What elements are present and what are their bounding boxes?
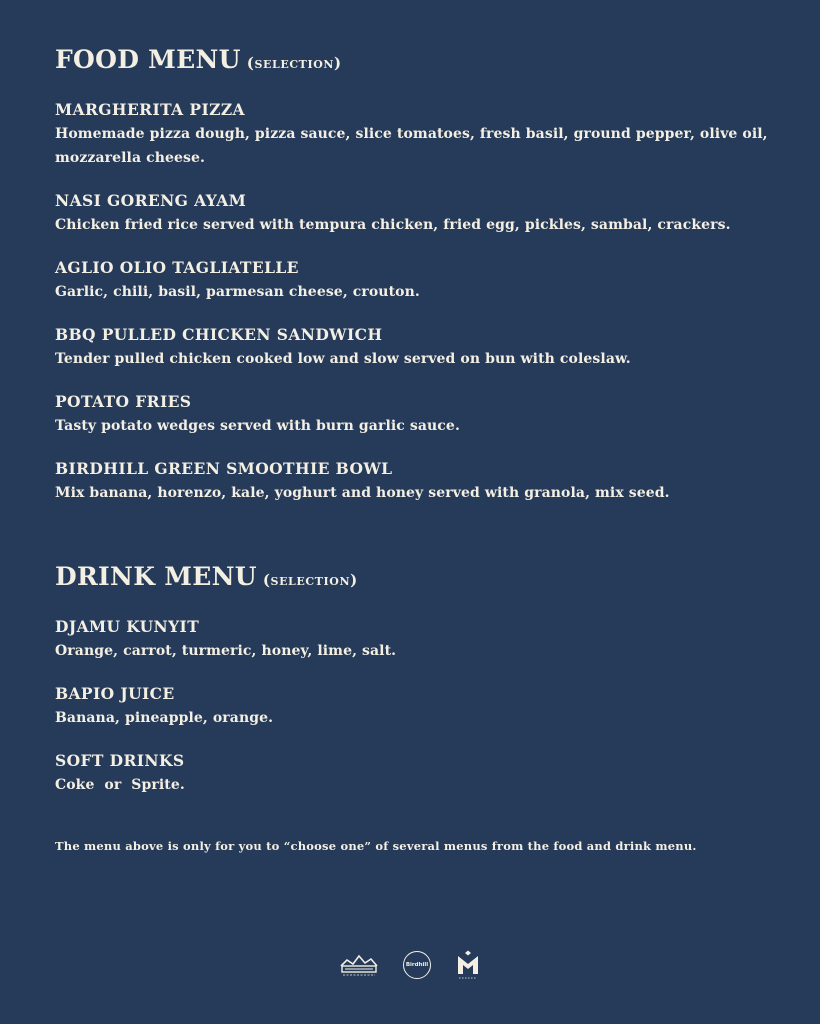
food-item-margherita-pizza: [55, 99, 775, 170]
menu-page: [55, 44, 775, 867]
food-item-bbq-pulled-chicken-sandwich: [55, 324, 775, 371]
menu-note: The menu above is only for you to “choose one” of several menus from the food and drink menu.: [55, 839, 697, 853]
food-item-nasi-goreng-ayam: [55, 190, 775, 237]
food-item-description: Chicken fried rice served with tempura chicken, fried egg, pickles, sambal, crackers.: [55, 217, 731, 233]
drink-menu-heading: DRINK MENU: [55, 562, 257, 591]
partner-logos: [0, 948, 820, 982]
villa-logo-icon: [339, 952, 379, 978]
food-item-description: Mix banana, horenzo, kale, yoghurt and honey served with granola, mix seed.: [55, 485, 670, 501]
drink-item-description: Banana, pineapple, orange.: [55, 710, 274, 726]
food-item-description: Tender pulled chicken cooked low and slow served on bun with coleslaw.: [55, 351, 631, 367]
food-item-birdhill-green-smoothie-bowl: [55, 458, 775, 505]
m-hotels-logo-icon: [455, 950, 481, 980]
drink-item-description: Orange, carrot, turmeric, honey, lime, salt.: [55, 643, 397, 659]
food-item-potato-fries: [55, 391, 775, 438]
drink-item-name: BAPIO JUICE: [55, 684, 175, 703]
food-item-name: POTATO FRIES: [55, 392, 192, 411]
drink-item-soft-drinks: [55, 750, 775, 797]
drink-item-bapio-juice: [55, 683, 775, 730]
food-menu-section: [55, 44, 775, 505]
drink-item-description: Coke or Sprite.: [55, 777, 185, 793]
birdhill-logo-text: Birdhill: [405, 962, 429, 968]
food-item-description: Garlic, chili, basil, parmesan cheese, crouton.: [55, 284, 420, 300]
drink-menu-title: [55, 561, 775, 596]
food-item-description: Tasty potato wedges served with burn garlic sauce.: [55, 418, 460, 434]
drink-item-name: DJAMU KUNYIT: [55, 617, 200, 636]
drink-item-name: SOFT DRINKS: [55, 751, 185, 770]
food-item-name: BIRDHILL GREEN SMOOTHIE BOWL: [55, 459, 393, 478]
food-item-name: NASI GORENG AYAM: [55, 191, 247, 210]
birdhill-logo: [403, 951, 431, 979]
drink-menu-section: [55, 561, 775, 797]
food-item-aglio-olio-tagliatelle: [55, 257, 775, 304]
food-menu-subtitle: (selection): [246, 54, 342, 72]
food-item-name: MARGHERITA PIZZA: [55, 100, 245, 119]
food-item-description: Homemade pizza dough, pizza sauce, slice tomatoes, fresh basil, ground pepper, olive oil, mozzarella cheese.: [55, 126, 768, 166]
drink-menu-subtitle: (selection): [262, 571, 358, 589]
food-item-name: BBQ PULLED CHICKEN SANDWICH: [55, 325, 383, 344]
food-menu-heading: FOOD MENU: [55, 45, 241, 74]
drink-item-djamu-kunyit: [55, 616, 775, 663]
food-menu-title: [55, 44, 775, 79]
food-item-name: AGLIO OLIO TAGLIATELLE: [55, 258, 299, 277]
